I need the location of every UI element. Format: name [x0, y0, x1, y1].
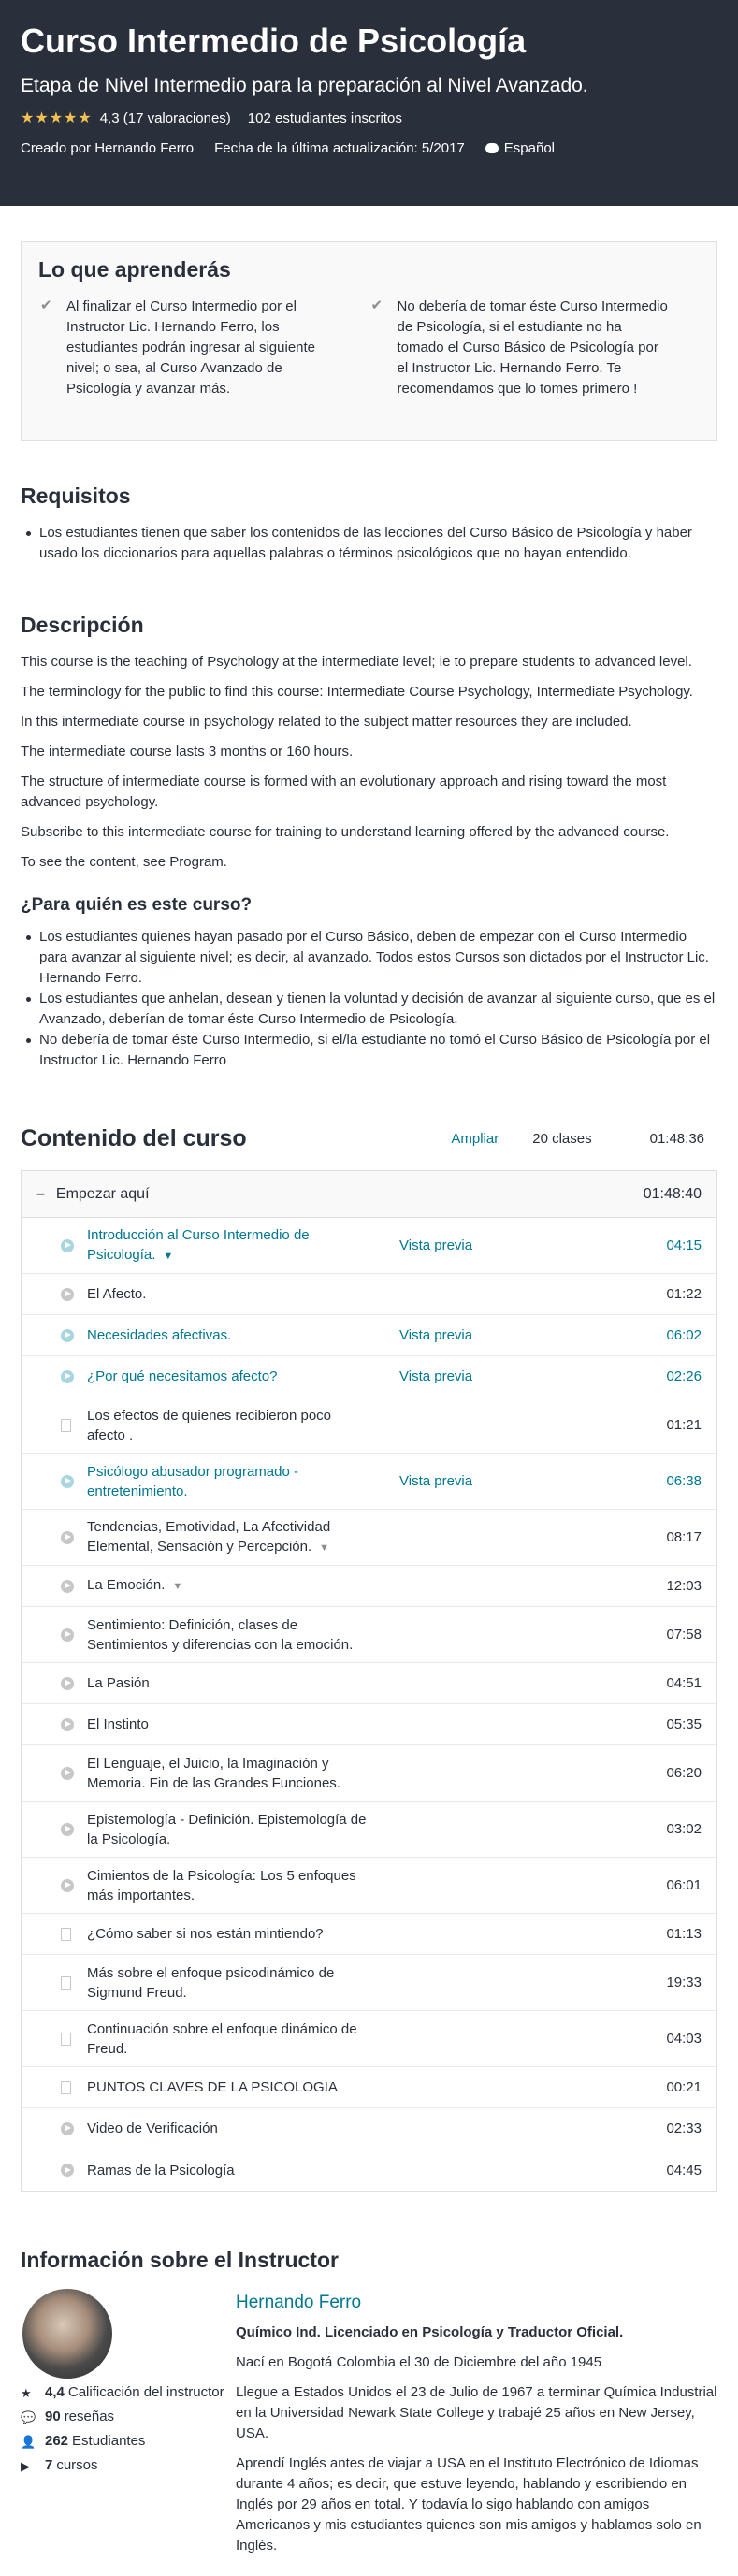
lecture-title[interactable]: Psicólogo abusador programado - entretenimiento. — [87, 1463, 298, 1499]
lecture-row — [22, 1397, 716, 1454]
learn-item — [38, 297, 369, 399]
play-circle-icon — [61, 1239, 74, 1252]
section-duration: 01:48:40 — [643, 1185, 702, 1202]
instructor-courses: ▶ 7 cursos — [21, 2455, 236, 2476]
description-paragraph: This course is the teaching of Psychology at the intermediate level; ie to prepare students to advanced level. — [21, 654, 692, 670]
content-title: Contenido del curso — [21, 1124, 247, 1151]
section-title: Empezar aquí — [55, 1185, 150, 1202]
lecture-duration: 06:02 — [666, 1327, 702, 1343]
lecture-title: Ramas de la Psicología — [87, 2162, 235, 2178]
lecture-row — [22, 2067, 716, 2108]
audience-title: ¿Para quién es este curso? — [21, 895, 253, 915]
curriculum-section-header[interactable] — [22, 1171, 716, 1218]
course-title: Curso Intermedio de Psicología — [21, 22, 527, 60]
play-circle-icon — [61, 1580, 74, 1593]
description-paragraph: To see the content, see Program. — [21, 854, 227, 870]
curriculum — [21, 1170, 717, 2192]
description-paragraph: Subscribe to this intermediate course for training to understand learning offered by the advanced course. — [21, 824, 670, 840]
expand-all-button[interactable]: Ampliar — [451, 1130, 499, 1147]
description-title: Descripción — [21, 613, 144, 637]
course-subtitle: Etapa de Nivel Intermedio para la preparación al Nivel Avanzado. — [21, 75, 588, 96]
speech-bubble-icon — [485, 143, 499, 153]
lecture-title: Epistemología - Definición. Epistemología de la Psicología. — [87, 1811, 367, 1847]
description-paragraph: In this intermediate course in psychology related to the subject matter resources they are included. — [21, 714, 632, 730]
chevron-down-icon[interactable]: ▼ — [172, 1581, 183, 1592]
description — [0, 611, 738, 1071]
play-circle-icon — [61, 1531, 74, 1544]
created-by[interactable]: Creado por Hernando Ferro — [21, 140, 195, 156]
audience-item: Los estudiantes que anhelan, desean y tienen la voluntad y decisión de avanzar al siguiente curso, que es el Avanzado, deberían de tomar éste Curso Intermedio de Psicología. — [21, 989, 717, 1030]
chevron-down-icon[interactable]: ▼ — [319, 1541, 330, 1554]
lecture-row — [22, 1704, 716, 1745]
instructor-avatar[interactable] — [22, 2289, 112, 2379]
lecture-duration: 07:58 — [666, 1627, 702, 1643]
lecture-title: La Emoción. ▼ — [87, 1575, 368, 1597]
lecture-title: Continuación sobre el enfoque dinámico de Freud. — [87, 2020, 357, 2057]
lecture-row — [22, 1745, 716, 1802]
learn-item — [369, 297, 701, 399]
description-paragraph: The intermediate course lasts 3 months or 160 hours. — [21, 744, 354, 760]
star-rating-icon: ★★★★★ — [21, 110, 93, 126]
course-header — [0, 0, 738, 206]
lecture-duration: 05:35 — [666, 1716, 702, 1732]
document-icon — [61, 2033, 71, 2046]
instructor-name-link[interactable]: Hernando Ferro — [236, 2293, 362, 2312]
play-circle-icon — [61, 1288, 74, 1301]
document-icon — [61, 1419, 71, 1432]
lecture-row — [22, 2149, 716, 2191]
lecture-duration: 06:38 — [666, 1473, 702, 1489]
lecture-title: Tendencias, Emotividad, La Afectividad Elemental, Sensación y Percepción. ▼ — [87, 1517, 368, 1558]
lecture-title: Sentimiento: Definición, clases de Sentimientos y diferencias con la emoción. — [87, 1616, 354, 1653]
lecture-duration: 08:17 — [666, 1529, 702, 1545]
lecture-title: Video de Verificación — [87, 2120, 218, 2136]
lecture-row[interactable] — [22, 1454, 716, 1510]
lecture-row — [22, 1955, 716, 2011]
preview-link[interactable]: Vista previa — [399, 1327, 473, 1343]
learn-item-text: No debería de tomar éste Curso Intermedio de Psicología, si el estudiante no ha tomado el Curso Básico de Psicología por el Instructor Lic. Hernando Ferro. Te recomendamos que lo tomes primero ! — [397, 298, 668, 397]
instructor-section-title: Información sobre el Instructor — [21, 2248, 339, 2272]
lecture-title: Los efectos de quienes recibieron poco afecto . — [87, 1407, 332, 1443]
instructor-students: 👤 262 Estudiantes — [21, 2431, 236, 2452]
play-circle-icon — [61, 1370, 74, 1383]
lecture-duration: 02:33 — [666, 2120, 702, 2136]
document-icon — [61, 1928, 71, 1941]
lecture-row — [22, 1858, 716, 1914]
preview-link[interactable]: Vista previa — [399, 1237, 473, 1253]
lecture-duration: 01:21 — [666, 1417, 702, 1433]
lecture-row — [22, 2108, 716, 2149]
lecture-duration: 02:26 — [666, 1368, 702, 1384]
play-circle-icon — [61, 1823, 74, 1836]
lecture-title: PUNTOS CLAVES DE LA PSICOLOGIA — [87, 2079, 338, 2095]
lecture-duration: 04:45 — [666, 2162, 702, 2178]
check-icon: ✔ — [40, 297, 52, 313]
play-circle-icon: ▶ — [21, 2459, 30, 2473]
instructor-rating: ★ 4,4 Calificación del instructor — [21, 2382, 236, 2403]
lecture-row[interactable] — [22, 1356, 716, 1397]
lecture-duration: 06:01 — [666, 1877, 702, 1893]
lecture-title: Cimientos de la Psicología: Los 5 enfoques más importantes. — [87, 1867, 356, 1903]
lecture-duration: 01:22 — [666, 1286, 702, 1302]
instructor-headline: Químico Ind. Licenciado en Psicología y Traductor Oficial. — [236, 2324, 624, 2340]
lecture-row — [22, 1510, 716, 1566]
lecture-duration: 04:51 — [666, 1675, 702, 1691]
lecture-row — [22, 1607, 716, 1663]
preview-link[interactable]: Vista previa — [399, 1368, 473, 1384]
lecture-duration: 03:02 — [666, 1821, 702, 1837]
play-circle-icon — [61, 1879, 74, 1892]
students-enrolled: 102 estudiantes inscritos — [247, 109, 402, 126]
lecture-duration: 12:03 — [666, 1578, 702, 1594]
learn-title: Lo que aprenderás — [38, 257, 231, 282]
lecture-duration: 06:20 — [666, 1765, 702, 1781]
lecture-duration: 01:13 — [666, 1926, 702, 1942]
document-icon — [61, 2081, 71, 2094]
lecture-title: ¿Cómo saber si nos están mintiendo? — [87, 1926, 324, 1942]
chevron-down-icon[interactable]: ▼ — [163, 1250, 174, 1262]
play-circle-icon — [61, 1767, 74, 1780]
play-circle-icon — [61, 1329, 74, 1342]
lecture-row — [22, 1663, 716, 1704]
requirements-title: Requisitos — [21, 484, 131, 508]
course-content — [0, 1120, 738, 2192]
rating-row — [21, 109, 717, 127]
instructor-bio-paragraph: Nací en Bogotá Colombia el 30 de Diciembre del año 1945 — [236, 2354, 602, 2370]
user-icon: 👤 — [21, 2435, 36, 2449]
play-circle-icon — [61, 2122, 74, 2135]
lecture-count: 20 clases — [532, 1130, 592, 1147]
lecture-row — [22, 1566, 716, 1607]
lecture-title: El Instinto — [87, 1716, 149, 1732]
play-circle-icon — [61, 1475, 74, 1488]
lecture-duration: 04:03 — [666, 2031, 702, 2047]
lecture-duration: 04:15 — [666, 1237, 702, 1253]
lecture-duration: 19:33 — [666, 1975, 702, 1990]
description-paragraph: The terminology for the public to find this course: Intermediate Course Psychology, Intermediate Psychology. — [21, 684, 693, 700]
instructor-bio-paragraph: Aprendí Inglés antes de viajar a USA en el Instituto Electrónico de Idiomas durante 4 años; es decir, que estuve leyendo, hablando y escribiendo en Inglés por 29 años en total. Y todavía lo sigo hablando con amigos Americanos y mis estudiantes quienes son mis amigos y hablamos solo en Inglés. — [236, 2455, 702, 2554]
lecture-row[interactable] — [22, 1315, 716, 1356]
preview-link[interactable]: Vista previa — [399, 1473, 473, 1489]
lecture-row — [22, 2011, 716, 2067]
play-circle-icon — [61, 1718, 74, 1731]
learn-item-text: Al finalizar el Curso Intermedio por el Instructor Lic. Hernando Ferro, los estudiantes podrán ingresar al siguiente nivel; o sea, al Curso Avanzado de Psicología y avanzar más. — [66, 298, 316, 397]
language — [485, 140, 575, 156]
requirements — [0, 482, 738, 564]
check-icon: ✔ — [370, 297, 383, 313]
lecture-title[interactable]: Necesidades afectivas. — [87, 1327, 232, 1343]
lecture-title: Más sobre el enfoque psicodinámico de Sigmund Freud. — [87, 1964, 335, 2001]
lecture-title[interactable]: ¿Por qué necesitamos afecto? — [87, 1368, 278, 1384]
lecture-title: El Afecto. — [87, 1286, 147, 1302]
lecture-title: La Pasión — [87, 1675, 150, 1691]
collapse-icon: – — [36, 1185, 45, 1202]
description-paragraph: The structure of intermediate course is formed with an evolutionary approach and rising toward the most advanced psychology. — [21, 774, 667, 810]
meta-row — [21, 140, 717, 156]
document-icon — [61, 1976, 71, 1990]
play-circle-icon — [61, 1628, 74, 1642]
lecture-row[interactable] — [22, 1218, 716, 1274]
what-you-will-learn — [21, 241, 717, 441]
lecture-row — [22, 1802, 716, 1858]
instructor-section — [0, 2246, 738, 2556]
lecture-row — [22, 1914, 716, 1955]
lecture-title[interactable]: Introducción al Curso Intermedio de Psicología. ▼ — [87, 1225, 368, 1266]
last-updated: Fecha de la última actualización: 5/2017 — [214, 140, 465, 156]
requirement-item: Los estudiantes tienen que saber los contenidos de las lecciones del Curso Básico de Psicología y haber usado los diccionarios para aquellas palabras o términos psicológicos que no hayan entendido. — [21, 523, 717, 564]
play-circle-icon — [61, 1677, 74, 1690]
instructor-reviews: 💬 90 reseñas — [21, 2407, 236, 2427]
lecture-duration: 00:21 — [666, 2079, 702, 2095]
instructor-bio-paragraph: Llegue a Estados Unidos el 23 de Julio de 1967 a terminar Química Industrial en la Universidad Newark State College y trabajé 25 años en New Jersey, USA. — [236, 2384, 717, 2441]
total-duration: 01:48:36 — [649, 1130, 704, 1147]
play-circle-icon — [61, 2164, 74, 2177]
star-icon: ★ — [21, 2386, 32, 2400]
target-audience — [21, 893, 717, 1071]
language-label: Español — [503, 140, 555, 156]
comment-icon: 💬 — [21, 2410, 36, 2424]
lecture-row — [22, 1274, 716, 1315]
rating-text[interactable]: 4,3 (17 valoraciones) — [99, 109, 231, 126]
audience-item: Los estudiantes quienes hayan pasado por el Curso Básico, deben de empezar con el Curso Intermedio para avanzar al siguiente nivel; es decir, al avanzado. Todos estos Cursos son dictados por el Instructor Lic. Hernando Ferro. — [21, 927, 717, 989]
lecture-title: El Lenguaje, el Juicio, la Imaginación y Memoria. Fin de las Grandes Funciones. — [87, 1755, 340, 1791]
audience-item: No debería de tomar éste Curso Intermedio, si el/la estudiante no tomó el Curso Básico de Psicología por el Instructor Lic. Hernando Ferro — [21, 1030, 717, 1071]
